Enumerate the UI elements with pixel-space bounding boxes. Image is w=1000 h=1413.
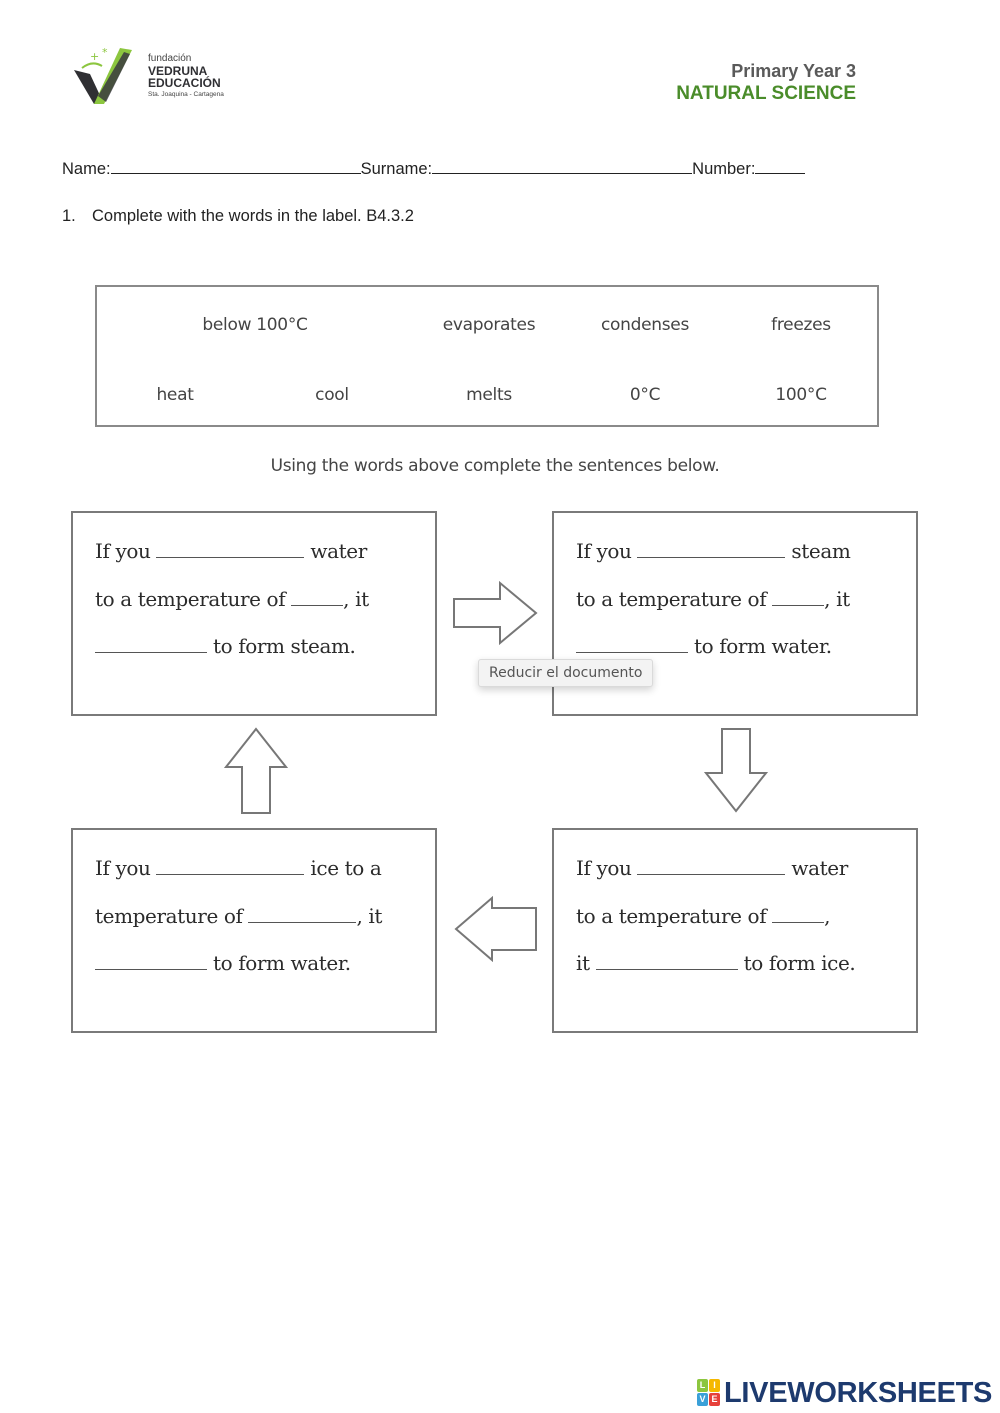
- name-label: Name:: [62, 160, 111, 178]
- text: it: [576, 951, 590, 975]
- text: If you: [95, 539, 151, 563]
- course-heading: [676, 60, 856, 106]
- word-bank-item: freezes: [771, 315, 831, 335]
- name-field[interactable]: [111, 158, 361, 174]
- blank-field[interactable]: [156, 541, 304, 558]
- word-bank-item: below 100°C: [202, 315, 308, 335]
- live-badge-icon: [697, 1379, 721, 1407]
- text: If you: [576, 856, 632, 880]
- blank-field[interactable]: [772, 589, 824, 606]
- question-number: 1.: [62, 207, 76, 225]
- up-arrow-icon: [224, 727, 288, 817]
- blank-field[interactable]: [596, 953, 738, 970]
- number-label: Number:: [692, 160, 756, 178]
- word-bank-item: 100°C: [775, 385, 827, 405]
- course-year: Primary Year 3: [731, 61, 856, 81]
- text: If you: [95, 856, 151, 880]
- text: to form ice.: [743, 951, 856, 975]
- text: , it: [343, 587, 369, 611]
- badge-letter: L: [697, 1379, 708, 1392]
- question-text: Complete with the words in the label. B4.3.2: [92, 207, 414, 225]
- vedruna-v-icon: [68, 44, 138, 110]
- blank-field[interactable]: [95, 953, 207, 970]
- surname-field[interactable]: [432, 158, 692, 174]
- blank-field[interactable]: [248, 906, 356, 923]
- text: to a temperature of: [95, 587, 286, 611]
- surname-label: Surname:: [360, 160, 433, 178]
- course-subject: NATURAL SCIENCE: [676, 83, 856, 104]
- number-field[interactable]: [755, 158, 805, 174]
- text: to form water.: [693, 634, 832, 658]
- word-bank-item: evaporates: [442, 315, 536, 335]
- logo-line-4: Sta. Joaquina - Cartagena: [148, 90, 224, 98]
- instructions: Using the words above complete the sentences below.: [270, 456, 720, 476]
- text: ,: [824, 904, 831, 928]
- down-arrow-icon: [704, 727, 768, 815]
- sentence-box-boil: [71, 511, 437, 716]
- blank-field[interactable]: [156, 858, 304, 875]
- logo-line-2: VEDRUNA: [148, 63, 208, 78]
- word-bank-item: cool: [315, 385, 349, 405]
- badge-letter: E: [709, 1393, 720, 1406]
- text: , it: [356, 904, 383, 928]
- word-bank-item: condenses: [600, 315, 690, 335]
- blank-field[interactable]: [576, 636, 688, 653]
- word-bank: [95, 285, 879, 427]
- right-arrow-icon: [452, 581, 540, 645]
- school-logo: [68, 44, 258, 110]
- sentence-box-melt: [71, 828, 437, 1033]
- badge-letter: I: [709, 1379, 720, 1392]
- text: water: [310, 539, 367, 563]
- sentence-box-freeze: [552, 828, 918, 1033]
- logo-line-3: EDUCACIÓN: [148, 76, 221, 91]
- text: water: [791, 856, 848, 880]
- brand-name: LIVEWORKSHEETS: [724, 1377, 993, 1409]
- left-arrow-icon: [452, 896, 540, 962]
- zoom-out-tooltip: Reducir el documento: [478, 659, 653, 687]
- student-fields: [62, 158, 805, 179]
- logo-line-1: fundación: [148, 53, 192, 64]
- blank-field[interactable]: [637, 858, 785, 875]
- svg-text:*: *: [102, 46, 108, 59]
- blank-field[interactable]: [772, 906, 824, 923]
- text: temperature of: [95, 904, 243, 928]
- text: ice to a: [310, 856, 382, 880]
- word-bank-item: heat: [156, 385, 194, 405]
- blank-field[interactable]: [95, 636, 207, 653]
- blank-field[interactable]: [637, 541, 785, 558]
- text: to form water.: [212, 951, 351, 975]
- text: to form steam.: [212, 634, 356, 658]
- blank-field[interactable]: [291, 589, 343, 606]
- text: to a temperature of: [576, 587, 767, 611]
- question-1: [62, 207, 414, 226]
- text: steam: [791, 539, 851, 563]
- svg-text:+: +: [90, 50, 100, 63]
- text: to a temperature of: [576, 904, 767, 928]
- badge-letter: V: [697, 1393, 708, 1406]
- word-bank-item: melts: [466, 385, 512, 405]
- text: If you: [576, 539, 632, 563]
- text: , it: [824, 587, 850, 611]
- word-bank-item: 0°C: [629, 385, 661, 405]
